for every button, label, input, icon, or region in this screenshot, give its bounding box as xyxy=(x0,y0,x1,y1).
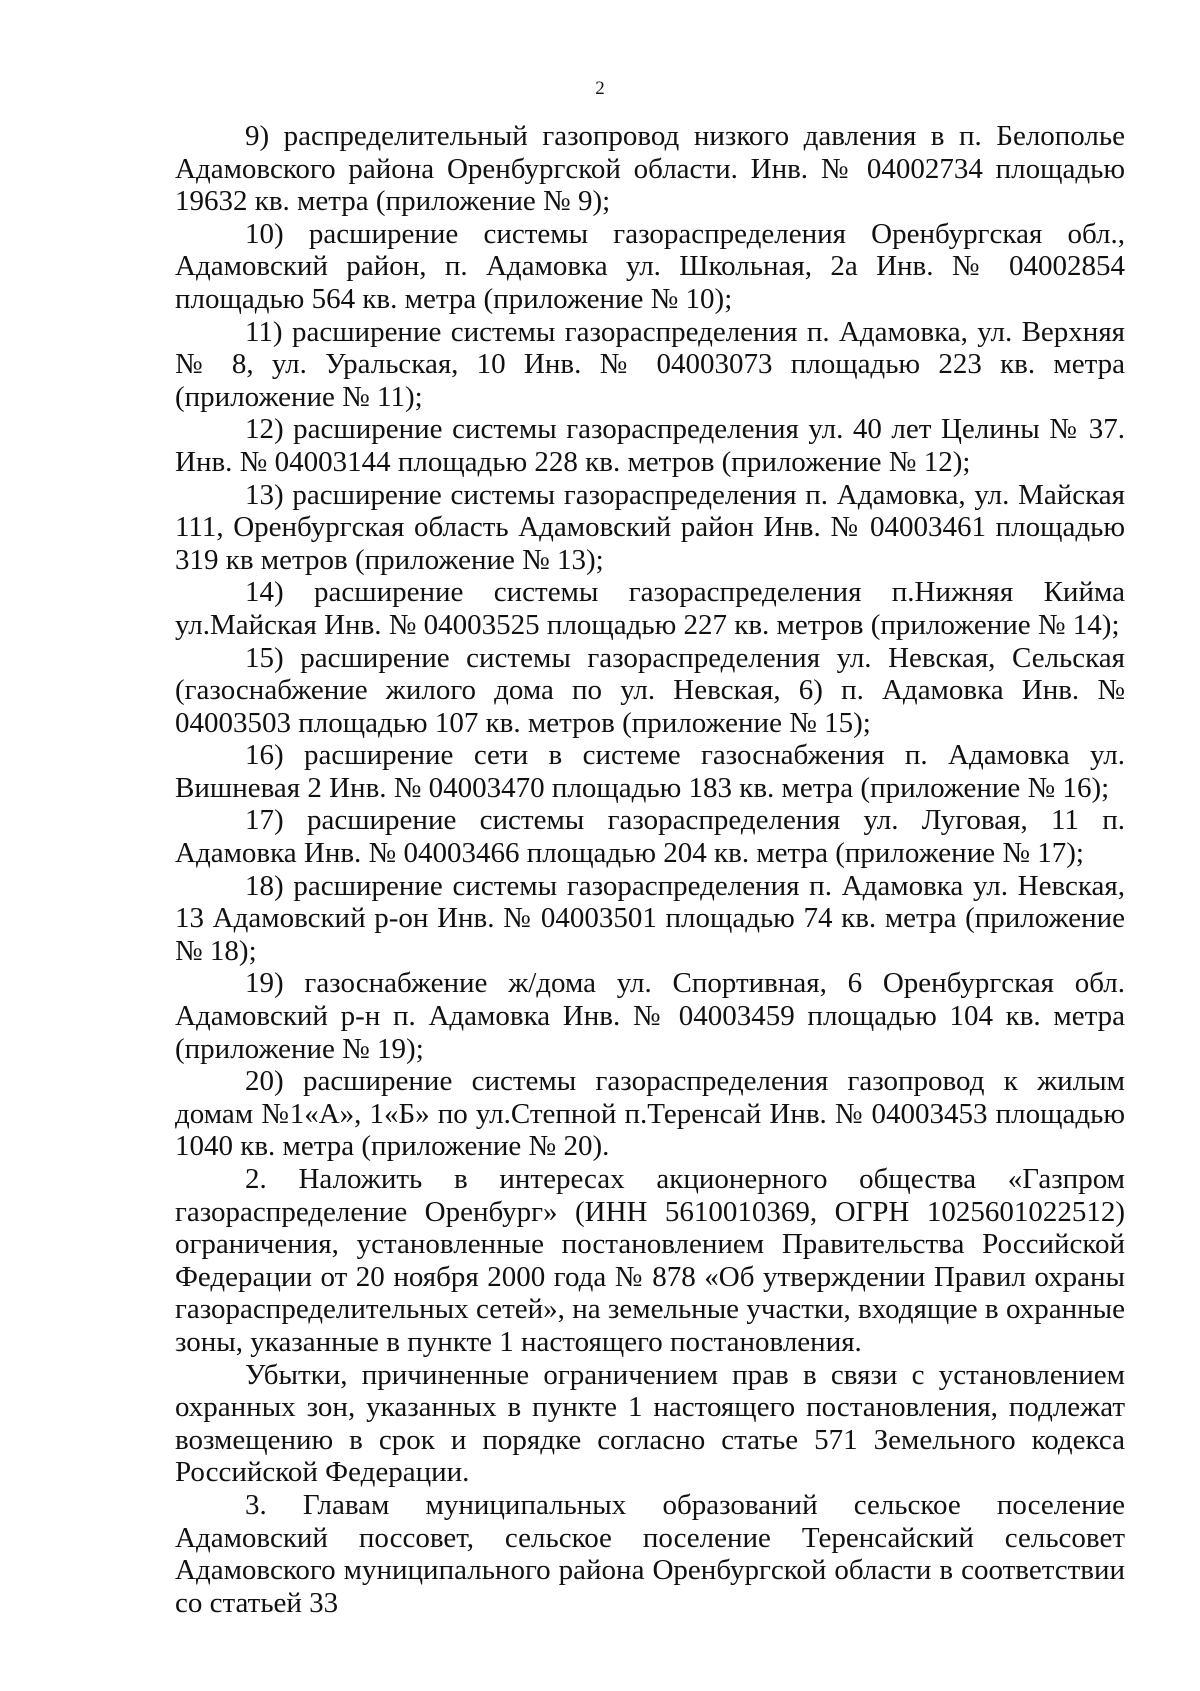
paragraph-item-19: 19) газоснабжение ж/дома ул. Спортивная, 6 Оренбургская обл. Адамовский р-н п. Адамовка Инв. № 04003459 площадью 104 кв. метра (приложение № 19); xyxy=(175,967,1125,1065)
paragraph-item-9: 9) распределительный газопровод низкого давления в п. Белополье Адамовского района Оренбургской области. Инв. № 04002734 площадью 19632 кв. метра (приложение № 9); xyxy=(175,120,1125,218)
paragraph-item-20: 20) расширение системы газораспределения газопровод к жилым домам №1«А», 1«Б» по ул.Степной п.Теренсай Инв. № 04003453 площадью 1040 кв. метра (приложение № 20). xyxy=(175,1065,1125,1163)
paragraph-item-15: 15) расширение системы газораспределения ул. Невская, Сельская (газоснабжение жилого дома по ул. Невская, 6) п. Адамовка Инв. № 04003503 площадью 107 кв. метров (приложение № 15); xyxy=(175,641,1125,739)
paragraph-item-16: 16) расширение сети в системе газоснабжения п. Адамовка ул. Вишневая 2 Инв. № 04003470 площадью 183 кв. метра (приложение № 16); xyxy=(175,739,1125,804)
paragraph-clause-2: 2. Наложить в интересах акционерного общества «Газпром газораспределение Оренбург» (ИНН 5610010369, ОГРН 1025601022512) ограничения, установленные постановлением Правительства Российской Федерации от 20 ноября 2000 года № 878 «Об утверждении Правил охраны газораспределительных сетей», на земельные участки, входящие в охранные зоны, указанные в пункте 1 настоящего постановления. xyxy=(175,1163,1125,1358)
document-body xyxy=(175,120,1125,1619)
paragraph-item-14: 14) расширение системы газораспределения п.Нижняя Кийма ул.Майская Инв. № 04003525 площадью 227 кв. метров (приложение № 14); xyxy=(175,576,1125,641)
paragraph-item-17: 17) расширение системы газораспределения ул. Луговая, 11 п. Адамовка Инв. № 04003466 площадью 204 кв. метра (приложение № 17); xyxy=(175,804,1125,870)
paragraph-item-11: 11) расширение системы газораспределения п. Адамовка, ул. Верхняя № 8, ул. Уральская, 10 Инв. № 04003073 площадью 223 кв. метра (приложение № 11); xyxy=(175,315,1125,413)
paragraph-clause-3: 3. Главам муниципальных образований сельское поселение Адамовский поссовет, сельское поселение Теренсайский сельсовет Адамовского муниципального района Оренбургской области в соответствии со статьей 33 xyxy=(175,1488,1125,1619)
page-number: 2 xyxy=(595,78,605,99)
paragraph-item-18: 18) расширение системы газораспределения п. Адамовка ул. Невская, 13 Адамовский р-он Инв. № 04003501 площадью 74 кв. метра (приложение № 18); xyxy=(175,869,1125,967)
paragraph-losses: Убытки, причиненные ограничением прав в связи с установлением охранных зон, указанных в пункте 1 настоящего постановления, подлежат возмещению в срок и порядке согласно статье 571 Земельного кодекса Российской Федерации. xyxy=(175,1358,1125,1489)
paragraph-item-12: 12) расширение системы газораспределения ул. 40 лет Целины № 37. Инв. № 04003144 площадью 228 кв. метров (приложение № 12); xyxy=(175,413,1125,478)
paragraph-item-10: 10) расширение системы газораспределения Оренбургская обл., Адамовский район, п. Адамовка ул. Школьная, 2а Инв. № 04002854 площадью 564 кв. метра (приложение № 10); xyxy=(175,217,1125,315)
paragraph-item-13: 13) расширение системы газораспределения п. Адамовка, ул. Майская 111, Оренбургская область Адамовский район Инв. № 04003461 площадью 319 кв метров (приложение № 13); xyxy=(175,478,1125,576)
